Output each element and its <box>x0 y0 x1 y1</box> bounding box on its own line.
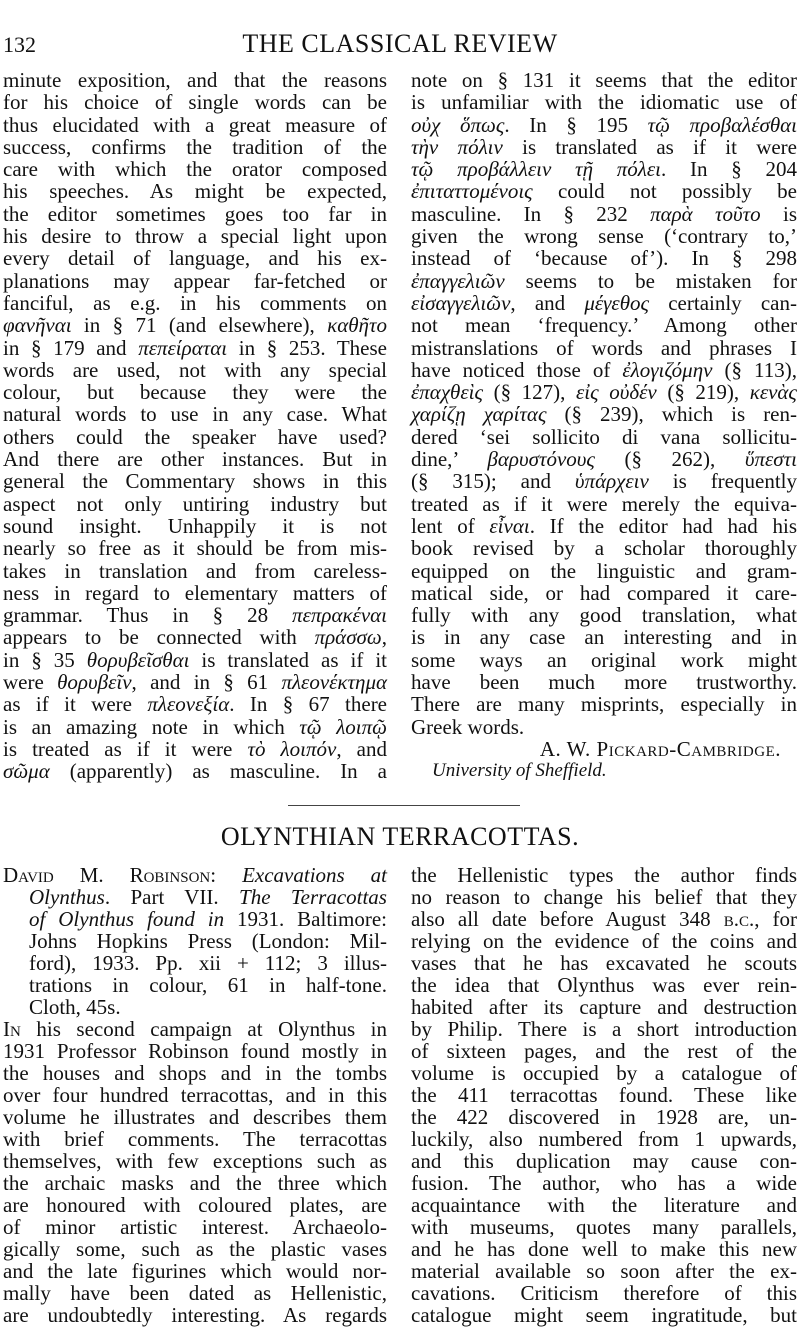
text-line <box>3 671 387 693</box>
italic-term: ὑπάρχειν <box>574 469 649 494</box>
text-line <box>3 908 387 930</box>
reviewer-affiliation: University of Sheffield. <box>432 760 607 781</box>
text-run: and this duplication may cause con- <box>411 1149 797 1173</box>
text-run: care with which the orator composed <box>3 157 387 182</box>
text-run: words are used, not with any special <box>3 357 387 382</box>
text-line <box>411 537 797 559</box>
italic-term: κενὰς <box>749 380 797 405</box>
text-line <box>3 359 387 381</box>
text-line <box>3 1084 387 1106</box>
text-line <box>3 886 387 908</box>
text-line <box>411 1040 797 1062</box>
text-line <box>411 114 797 136</box>
text-run: grammar. Thus in § 28 <box>3 603 293 628</box>
italic-term: πεπρακέναι <box>292 603 387 628</box>
text-line <box>411 1216 797 1238</box>
text-run: also all date before August 348 <box>411 907 724 931</box>
text-line <box>3 403 387 425</box>
page-number: 132 <box>3 32 36 57</box>
text-line <box>3 448 387 470</box>
text-run: in § 179 and <box>3 335 139 360</box>
text-run: by Philip. There is a short introduction <box>411 1017 797 1041</box>
text-line <box>411 136 797 158</box>
text-run: is translated as if it were <box>502 134 797 159</box>
text-run: , and <box>336 736 387 761</box>
text-line <box>3 1304 387 1326</box>
text-run: volume is occupied by a catalogue of <box>411 1061 797 1085</box>
text-run: catalogue might seem ingratitude, but <box>411 1303 797 1327</box>
text-run: could not possibly be <box>532 179 797 204</box>
text-run: (§ 262), <box>594 447 745 472</box>
text-line <box>411 1282 797 1304</box>
text-line <box>3 1216 387 1238</box>
italic-term: βαρυστόνους <box>487 447 595 472</box>
review2-left-column <box>3 864 387 1326</box>
italic-term: μέγεθος <box>584 290 650 315</box>
italic-term: The Terracottas <box>239 885 387 909</box>
text-line <box>411 91 797 113</box>
text-line <box>3 1106 387 1128</box>
text-run: the 422 discovered in 1928 are, un- <box>411 1105 797 1129</box>
text-run: are honoured with coloured plates, are <box>3 1193 387 1217</box>
text-line <box>411 180 797 202</box>
text-run: of sixteen pages, and the rest of the <box>411 1039 797 1063</box>
text-line <box>411 381 797 403</box>
text-run: . In § 67 there <box>229 692 388 717</box>
text-run: . In § 204 <box>660 157 797 182</box>
text-run: . If the editor had had his <box>529 513 797 538</box>
text-line <box>3 136 387 158</box>
italic-term: πράσσω <box>314 625 382 650</box>
text-run: the houses and shops and in the tombs <box>3 1061 387 1085</box>
italic-term: ἐπαχθεὶς <box>411 380 484 405</box>
text-run: success, confirms the tradition of the <box>3 134 387 159</box>
italic-term: σῶμα <box>3 759 50 784</box>
text-line <box>411 359 797 381</box>
italic-term: εἰς οὐδέν <box>576 380 657 405</box>
text-line <box>3 515 387 537</box>
text-line <box>411 626 797 648</box>
text-run: ford), 1933. Pp. xii + 112; 3 illus- <box>29 951 387 975</box>
text-run: have been much more trustworthy. <box>411 670 797 695</box>
text-line <box>411 1304 797 1326</box>
text-run: the editor sometimes goes too far in <box>3 201 387 226</box>
text-run: aspect not only untiring industry but <box>3 491 387 516</box>
text-run: dered ‘sei sollicito di vana sollicitu- <box>411 424 797 449</box>
section-title: OLYNTHIAN TERRACOTTAS. <box>220 822 580 851</box>
text-run: others could the speaker have used? <box>3 424 387 449</box>
text-line <box>3 114 387 136</box>
text-run: is an amazing note in which <box>3 714 300 739</box>
text-run: over four hundred terracottas, and in this <box>3 1083 387 1107</box>
italic-term: εἶναι <box>489 513 530 538</box>
text-run: the Hellenistic types the author finds <box>411 863 797 887</box>
text-run: is frequently <box>648 469 797 494</box>
italic-term: πλεονεξία <box>147 692 230 717</box>
text-run: in § 71 (and elsewhere), <box>71 313 328 338</box>
text-line <box>3 247 387 269</box>
text-line <box>411 693 797 715</box>
text-run: in § 253. These <box>227 335 387 360</box>
text-line <box>3 760 387 782</box>
text-run: , <box>381 625 387 650</box>
text-line <box>3 426 387 448</box>
text-run: vases that he has excavated he scouts <box>411 951 797 975</box>
text-run: Johns Hopkins Press (London: Mil- <box>29 929 387 953</box>
text-run: relying on the evidence of the coins and <box>411 929 797 953</box>
text-run: (§ 219), <box>656 380 750 405</box>
text-run: sound insight. Unhappily it is not <box>3 513 387 538</box>
text-run: fusion. The author, who has a wide <box>411 1171 797 1195</box>
small-caps-text: David M. Robinson <box>3 863 211 887</box>
text-line <box>411 886 797 908</box>
text-line <box>411 515 797 537</box>
text-run: takes in translation and from careless- <box>3 558 387 583</box>
text-run: is unfamiliar with the idiomatic use of <box>411 90 797 115</box>
text-run: material available so soon after the ex- <box>411 1259 797 1283</box>
text-run: is in any case an interesting and in <box>411 625 797 650</box>
text-run: treated as if it were merely the equiva- <box>411 491 797 516</box>
text-run: fully with any good translation, what <box>411 603 797 628</box>
text-run: luckily, also numbered from 1 upwards, <box>411 1127 797 1151</box>
italic-term: ἐπιταττομένοις <box>411 179 533 204</box>
text-line <box>3 1040 387 1062</box>
text-line <box>411 337 797 359</box>
text-run: planations may appear far-fetched or <box>3 268 387 293</box>
text-line <box>411 1238 797 1260</box>
text-line <box>3 582 387 604</box>
text-run: mistranslations of words and phrases I <box>411 335 797 360</box>
text-run: seems to be mistaken for <box>504 268 797 293</box>
text-run: , and in § 61 <box>131 670 282 695</box>
review1-left-column <box>3 69 387 783</box>
text-line <box>3 314 387 336</box>
text-run: (§ 127), <box>483 380 577 405</box>
text-line <box>3 864 387 886</box>
text-line <box>3 693 387 715</box>
text-line <box>411 247 797 269</box>
text-line <box>3 1062 387 1084</box>
text-run: acquaintance with the literature and <box>411 1193 797 1217</box>
text-line <box>411 1128 797 1150</box>
text-line <box>3 626 387 648</box>
text-line <box>411 270 797 292</box>
text-line <box>3 292 387 314</box>
italic-term: τῷ προβάλλειν τῇ πόλει <box>411 157 661 182</box>
text-line <box>3 1128 387 1150</box>
text-line <box>3 930 387 952</box>
text-line <box>3 952 387 974</box>
text-run: minute exposition, and that the reasons <box>3 68 387 92</box>
text-run: (apparently) as masculine. In a <box>49 759 387 784</box>
text-line <box>3 69 387 91</box>
text-line <box>411 1084 797 1106</box>
text-line <box>411 292 797 314</box>
italic-term: τῷ λοιπῷ <box>299 714 387 739</box>
text-line <box>411 908 797 930</box>
text-line <box>411 448 797 470</box>
italic-term: Excavations at <box>242 863 388 887</box>
text-line <box>3 1172 387 1194</box>
text-run: , for <box>754 907 797 931</box>
text-run: (§ 315); and <box>411 469 575 494</box>
text-run: themselves, with few exceptions such as <box>3 1149 387 1173</box>
section-divider <box>288 805 520 806</box>
text-line <box>411 1260 797 1282</box>
text-line <box>411 930 797 952</box>
text-line <box>3 716 387 738</box>
italic-term: ἐλογιζόμην <box>622 357 713 382</box>
text-line <box>411 716 797 738</box>
text-run: note on § 131 it seems that the editor <box>411 68 797 92</box>
text-line <box>411 1062 797 1084</box>
text-run: . In § 195 <box>504 112 648 137</box>
text-line <box>3 649 387 671</box>
text-run: Cloth, 45s. <box>29 995 121 1019</box>
text-run: given the wrong sense (‘contrary to,’ <box>411 224 797 249</box>
text-line <box>3 493 387 515</box>
text-line <box>411 493 797 515</box>
text-run: (§ 239), which is ren- <box>546 402 797 427</box>
text-line <box>3 1238 387 1260</box>
text-line <box>3 1282 387 1304</box>
text-line <box>411 314 797 336</box>
text-line <box>411 604 797 626</box>
italic-term: παρὰ τοῦτο <box>650 201 761 226</box>
text-run: with brief comments. The terracottas <box>3 1127 387 1151</box>
text-line <box>3 974 387 996</box>
text-line <box>3 1018 387 1040</box>
text-line <box>3 203 387 225</box>
text-line <box>3 560 387 582</box>
text-run: And there are other instances. But in <box>3 447 387 472</box>
text-run: for his choice of single words can be <box>3 90 387 115</box>
running-header-title: THE CLASSICAL REVIEW <box>242 29 558 58</box>
text-run: There are many misprints, especially in <box>411 692 797 717</box>
text-line <box>411 952 797 974</box>
italic-term: φανῆναι <box>3 313 72 338</box>
text-run: are undoubtedly interesting. As regards <box>3 1303 387 1327</box>
text-run: . Part VII. <box>104 885 240 909</box>
text-run: not mean ‘frequency.’ Among other <box>411 313 797 338</box>
text-line <box>3 537 387 559</box>
text-line <box>411 1194 797 1216</box>
text-line <box>411 560 797 582</box>
text-run: his second campaign at Olynthus in <box>20 1017 387 1041</box>
text-line <box>3 738 387 760</box>
text-run: his desire to throw a special light upon <box>3 224 387 249</box>
italic-term: θορυβεῖν <box>57 670 132 695</box>
text-line <box>411 1018 797 1040</box>
text-run: nearly so free as it should be from mis- <box>3 536 387 561</box>
text-run: general the Commentary shows in this <box>3 469 387 494</box>
italic-term: Olynthus <box>29 885 105 909</box>
text-run: certainly can- <box>649 290 797 315</box>
text-line <box>411 403 797 425</box>
text-run: his speeches. As might be expected, <box>3 179 387 204</box>
text-line <box>3 158 387 180</box>
text-line <box>411 1150 797 1172</box>
italic-term: θορυβεῖσθαι <box>86 647 190 672</box>
text-run: every detail of language, and his ex- <box>3 246 387 271</box>
text-run: no reason to change his belief that they <box>411 885 797 909</box>
text-run: matical side, or had compared it care- <box>411 580 797 605</box>
text-run: and he has done well to make this new <box>411 1237 797 1261</box>
text-run: is <box>760 201 797 226</box>
text-run: instead of ‘because of’). In § 298 <box>411 246 797 271</box>
text-line <box>411 225 797 247</box>
italic-term: εἰσαγγελιῶν <box>411 290 511 315</box>
italic-term: καθῆτο <box>327 313 387 338</box>
reviewer-signature: A. W. Pickard-Cambridge. <box>539 737 781 761</box>
small-caps-text: In <box>3 1017 21 1041</box>
text-run: fanciful, as e.g. in his comments on <box>3 290 387 315</box>
text-run: : <box>210 863 243 887</box>
text-run: appears to be connected with <box>3 625 315 650</box>
text-line <box>3 337 387 359</box>
text-line <box>3 381 387 403</box>
text-run: colour, but because they were the <box>3 380 387 405</box>
text-run: cavations. Criticism therefore of this <box>411 1281 797 1305</box>
text-run: with museums, quotes many parallels, <box>411 1215 797 1239</box>
text-line <box>411 996 797 1018</box>
text-line <box>3 1260 387 1282</box>
text-line <box>411 1172 797 1194</box>
text-run: habited after its capture and destruction <box>411 995 797 1019</box>
text-run: lent of <box>411 513 490 538</box>
text-line <box>411 864 797 886</box>
text-run: gically some, such as the plastic vases <box>3 1237 387 1261</box>
text-line <box>3 470 387 492</box>
review2-right-column <box>411 864 797 1326</box>
italic-term: ὕπεστι <box>744 447 797 472</box>
text-run: is translated as if it <box>189 647 387 672</box>
text-line <box>411 649 797 671</box>
text-run: volume he illustrates and describes them <box>3 1105 387 1129</box>
text-line <box>411 426 797 448</box>
text-line <box>411 671 797 693</box>
text-run: and the late figurines which would nor- <box>3 1259 387 1283</box>
text-run: mally have been dated as Hellenistic, <box>3 1281 387 1305</box>
text-run: 1931 Professor Robinson found mostly in <box>3 1039 387 1063</box>
text-line <box>3 604 387 626</box>
review1-right-column <box>411 69 797 738</box>
text-line <box>3 1194 387 1216</box>
text-run: the 411 terracottas found. These like <box>411 1083 797 1107</box>
italic-term: τὸ λοιπόν <box>247 736 337 761</box>
text-line <box>3 225 387 247</box>
text-run: book revised by a scholar thoroughly <box>411 536 797 561</box>
text-run: some ways an original work might <box>411 647 797 672</box>
text-line <box>3 996 387 1018</box>
text-run: as if it were <box>3 692 148 717</box>
text-line <box>411 203 797 225</box>
text-line <box>411 470 797 492</box>
text-line <box>3 180 387 202</box>
text-run: were <box>3 670 58 695</box>
text-run: the idea that Olynthus was ever rein- <box>411 973 797 997</box>
text-line <box>411 582 797 604</box>
text-line <box>3 91 387 113</box>
text-run: (§ 113), <box>712 357 797 382</box>
italic-term: ἐπαγγελιῶν <box>411 268 505 293</box>
italic-term: πεπείραται <box>138 335 228 360</box>
text-line <box>411 69 797 91</box>
text-line <box>3 270 387 292</box>
text-run: , and <box>510 290 585 315</box>
italic-term: πλεονέκτημα <box>281 670 388 695</box>
text-run: the archaic masks and the three which <box>3 1171 387 1195</box>
small-caps-text: b.c. <box>723 907 755 931</box>
text-run: is treated as if it were <box>3 736 248 761</box>
text-run: dine,’ <box>411 447 488 472</box>
text-run: have noticed those of <box>411 357 623 382</box>
text-run: equipped on the linguistic and gram- <box>411 558 797 583</box>
italic-term: χαρίζῃ χαρίτας <box>411 402 547 427</box>
text-run: natural words to use in any case. What <box>3 402 387 427</box>
text-run: of minor artistic interest. Archaeolo- <box>3 1215 387 1239</box>
text-run: masculine. In § 232 <box>411 201 651 226</box>
text-run: thus elucidated with a great measure of <box>3 112 387 137</box>
text-line <box>411 1106 797 1128</box>
italic-term: τὴν πόλιν <box>411 134 503 159</box>
italic-term: of Olynthus found in <box>29 907 225 931</box>
text-run: in § 35 <box>3 647 87 672</box>
text-run: Greek words. <box>411 714 525 739</box>
text-run: trations in colour, 61 in half-tone. <box>29 973 387 997</box>
text-line <box>411 158 797 180</box>
text-run: ness in regard to elementary matters of <box>3 580 387 605</box>
italic-term: οὐχ ὅπως <box>411 112 505 137</box>
italic-term: τῷ προβαλέσθαι <box>647 112 797 137</box>
text-line <box>411 974 797 996</box>
text-run: 1931. Baltimore: <box>224 907 387 931</box>
text-line <box>3 1150 387 1172</box>
